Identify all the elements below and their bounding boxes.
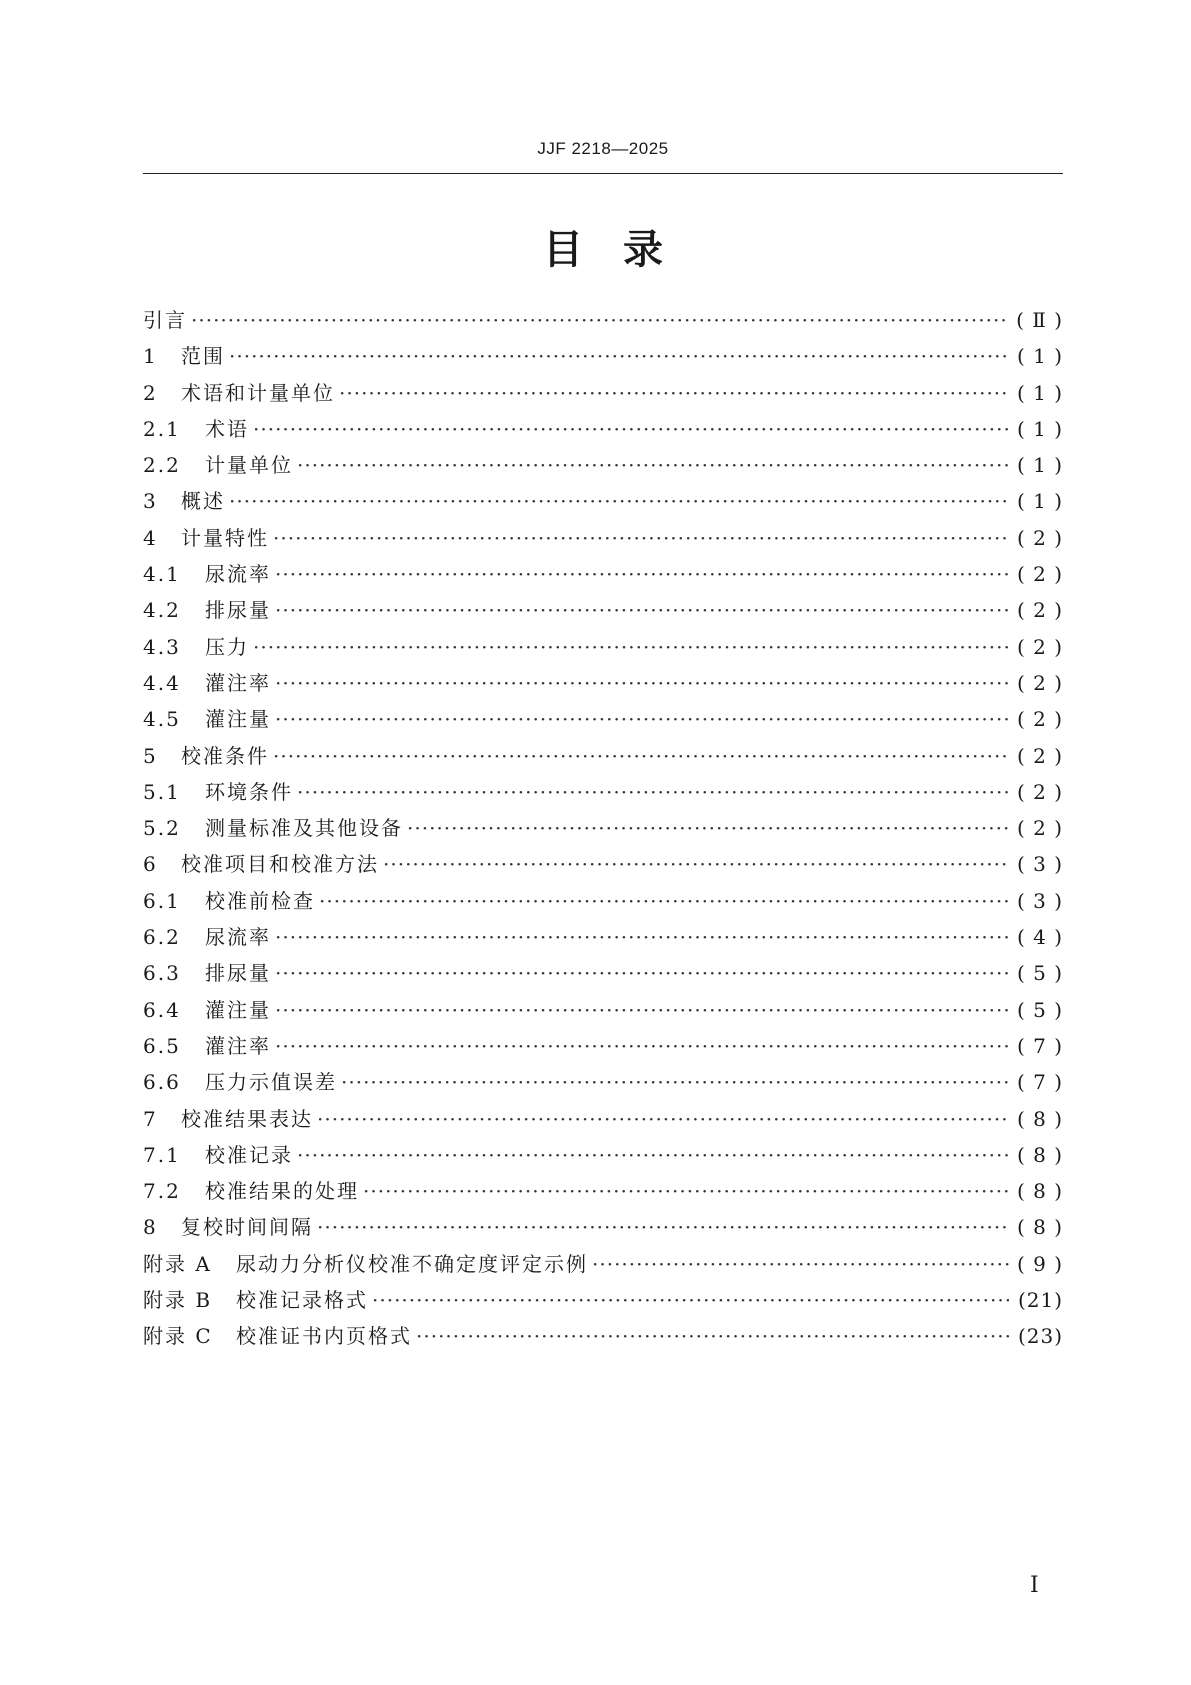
toc-entry-page: ( 1 ) (1016, 380, 1063, 405)
toc-entry-number: 3 (143, 489, 158, 514)
toc-entry[interactable] (143, 302, 1063, 338)
toc-dot-leader (341, 1064, 1009, 1100)
toc-entry-number: 7.1 (143, 1142, 181, 1167)
toc-entry-title: 校准结果的处理 (205, 1179, 359, 1204)
toc-entry[interactable] (143, 919, 1063, 955)
toc-entry-title: 校准项目和校准方法 (181, 852, 379, 877)
toc-entry[interactable] (143, 665, 1063, 701)
toc-entry-page: ( 2 ) (1016, 670, 1063, 695)
toc-entry[interactable] (143, 520, 1063, 556)
toc-dot-leader (319, 883, 1009, 919)
toc-dot-leader (229, 483, 1009, 519)
toc-dot-leader (275, 665, 1009, 701)
toc-entry-number: 1 (143, 344, 158, 369)
toc-entry-number: 附录 B (143, 1288, 213, 1313)
toc-entry-title: 校准结果表达 (181, 1106, 313, 1131)
toc-entry-number: 附录 A (143, 1251, 212, 1276)
toc-entry-number: 5.1 (143, 779, 181, 804)
toc-entry-page: ( 2 ) (1016, 779, 1063, 804)
toc-entry-title: 排尿量 (205, 961, 271, 986)
toc-dot-leader (275, 919, 1009, 955)
toc-entry-title: 术语和计量单位 (181, 380, 335, 405)
toc-entry-title: 灌注率 (205, 670, 271, 695)
toc-dot-leader (275, 556, 1009, 592)
toc-entry-title: 校准记录格式 (236, 1288, 368, 1313)
toc-entry-title: 测量标准及其他设备 (205, 816, 403, 841)
page-title: 目 录 (543, 227, 663, 273)
toc-entry-page: ( 1 ) (1016, 489, 1063, 514)
toc-entry[interactable] (143, 556, 1063, 592)
toc-entry-page: ( 7 ) (1016, 1033, 1063, 1058)
toc-entry-number: 6.5 (143, 1033, 181, 1058)
toc-entry-title: 校准前检查 (205, 888, 315, 913)
toc-entry-title: 压力示值误差 (205, 1070, 337, 1095)
toc-dot-leader (253, 411, 1009, 447)
toc-dot-leader (317, 1101, 1009, 1137)
toc-entry[interactable] (143, 1064, 1063, 1100)
toc-entry[interactable] (143, 701, 1063, 737)
toc-entry-title: 复校时间间隔 (181, 1215, 313, 1240)
toc-entry-title: 范围 (181, 344, 225, 369)
toc-entry-number: 6.1 (143, 888, 181, 913)
toc-entry-number: 5 (143, 743, 158, 768)
toc-entry-number: 6.6 (143, 1070, 181, 1095)
toc-entry[interactable] (143, 1246, 1063, 1282)
toc-entry[interactable] (143, 955, 1063, 991)
toc-entry[interactable] (143, 592, 1063, 628)
toc-entry[interactable] (143, 810, 1063, 846)
toc-entry-number: 4.4 (143, 670, 181, 695)
toc-entry[interactable] (143, 483, 1063, 519)
toc-dot-leader (275, 701, 1009, 737)
toc-dot-leader (253, 629, 1009, 665)
toc-dot-leader (273, 738, 1009, 774)
toc-dot-leader (275, 1028, 1009, 1064)
toc-entry-number: 4.5 (143, 707, 181, 732)
toc-entry-number: 4.3 (143, 634, 181, 659)
toc-entry[interactable] (143, 447, 1063, 483)
toc-entry-title: 计量单位 (205, 453, 293, 478)
toc-entry-page: ( 3 ) (1016, 888, 1063, 913)
toc-entry-page: ( 2 ) (1016, 816, 1063, 841)
toc-entry-number: 6.4 (143, 997, 181, 1022)
toc-entry-title: 校准条件 (181, 743, 269, 768)
toc-dot-leader (372, 1282, 1009, 1318)
toc-entry[interactable] (143, 411, 1063, 447)
toc-entry-page: ( 9 ) (1016, 1251, 1063, 1276)
toc-entry-page: ( Ⅱ ) (1016, 308, 1063, 332)
toc-entry[interactable] (143, 338, 1063, 374)
toc-entry-number: 6 (143, 852, 158, 877)
toc-entry[interactable] (143, 774, 1063, 810)
toc-dot-leader (229, 338, 1009, 374)
toc-entry-number: 2.1 (143, 416, 181, 441)
toc-entry-title: 术语 (205, 416, 249, 441)
toc-entry-page: ( 8 ) (1016, 1179, 1063, 1204)
toc-entry-page: ( 2 ) (1016, 562, 1063, 587)
toc-entry-number: 2 (143, 380, 158, 405)
toc-entry-number: 4.2 (143, 598, 181, 623)
toc-entry-page: ( 1 ) (1016, 453, 1063, 478)
toc-entry-page: ( 8 ) (1016, 1215, 1063, 1240)
toc-entry[interactable] (143, 846, 1063, 882)
toc-entry-title: 尿流率 (205, 925, 271, 950)
toc-entry-title: 概述 (181, 489, 225, 514)
toc-entry-title: 校准证书内页格式 (236, 1324, 412, 1349)
toc-entry-number: 5.2 (143, 816, 181, 841)
toc-entry-title: 计量特性 (181, 525, 269, 550)
toc-dot-leader (407, 810, 1009, 846)
toc-dot-leader (383, 846, 1009, 882)
toc-dot-leader (273, 520, 1009, 556)
toc-entry-title: 排尿量 (205, 598, 271, 623)
toc-entry-page: (23) (1017, 1324, 1063, 1349)
toc-dot-leader (317, 1209, 1009, 1245)
toc-entry[interactable] (143, 629, 1063, 665)
toc-entry-page: ( 4 ) (1016, 925, 1063, 950)
toc-entry-title: 环境条件 (205, 779, 293, 804)
toc-dot-leader (339, 375, 1009, 411)
toc-entry-number: 附录 C (143, 1324, 213, 1349)
toc-entry-title: 灌注率 (205, 1033, 271, 1058)
toc-entry-title: 尿动力分析仪校准不确定度评定示例 (236, 1251, 588, 1276)
toc-entry[interactable] (143, 1173, 1063, 1209)
toc-entry-title: 校准记录 (205, 1142, 293, 1167)
toc-entry-page: ( 1 ) (1016, 416, 1063, 441)
toc-entry[interactable] (143, 1282, 1063, 1318)
toc-entry-page: ( 5 ) (1016, 961, 1063, 986)
toc-entry-page: ( 3 ) (1016, 852, 1063, 877)
toc-dot-leader (297, 774, 1009, 810)
header-rule (143, 173, 1063, 174)
toc-entry-page: ( 8 ) (1016, 1106, 1063, 1131)
toc-entry[interactable] (143, 375, 1063, 411)
toc-entry-number: 6.2 (143, 925, 181, 950)
toc-entry-title: 压力 (205, 634, 249, 659)
toc-entry-page: ( 2 ) (1016, 707, 1063, 732)
toc-entry-title: 灌注量 (205, 707, 271, 732)
toc-dot-leader (592, 1246, 1009, 1282)
document-code: JJF 2218—2025 (537, 139, 669, 158)
toc-entry-number: 4.1 (143, 562, 181, 587)
toc-entry-number: 4 (143, 525, 158, 550)
toc-dot-leader (275, 992, 1009, 1028)
toc-entry-number: 7 (143, 1106, 158, 1131)
toc-entry-page: ( 2 ) (1016, 525, 1063, 550)
toc-entry[interactable] (143, 738, 1063, 774)
toc-entry-title: 引言 (143, 308, 187, 332)
toc-dot-leader (297, 1137, 1009, 1173)
toc-entry[interactable] (143, 883, 1063, 919)
toc-entry-page: ( 2 ) (1016, 598, 1063, 623)
table-of-contents (143, 302, 1063, 1355)
toc-entry-number: 7.2 (143, 1179, 181, 1204)
toc-dot-leader (297, 447, 1009, 483)
toc-entry-page: ( 8 ) (1016, 1142, 1063, 1167)
toc-dot-leader (275, 592, 1009, 628)
toc-dot-leader (416, 1318, 1009, 1354)
toc-entry-number: 2.2 (143, 453, 181, 478)
toc-entry-number: 8 (143, 1215, 158, 1240)
toc-entry[interactable] (143, 1028, 1063, 1064)
toc-entry[interactable] (143, 1137, 1063, 1173)
toc-entry-title: 尿流率 (205, 562, 271, 587)
toc-entry-page: (21) (1017, 1288, 1063, 1313)
toc-entry-page: ( 2 ) (1016, 743, 1063, 768)
toc-entry-page: ( 1 ) (1016, 344, 1063, 369)
toc-dot-leader (191, 302, 1009, 338)
toc-entry-title: 灌注量 (205, 997, 271, 1022)
toc-entry[interactable] (143, 1318, 1063, 1354)
toc-entry-page: ( 5 ) (1016, 997, 1063, 1022)
toc-entry[interactable] (143, 1101, 1063, 1137)
page-number: Ⅰ (1030, 1573, 1039, 1598)
toc-entry-page: ( 7 ) (1016, 1070, 1063, 1095)
toc-dot-leader (363, 1173, 1009, 1209)
toc-entry[interactable] (143, 1209, 1063, 1245)
toc-entry[interactable] (143, 992, 1063, 1028)
toc-dot-leader (275, 955, 1009, 991)
toc-entry-page: ( 2 ) (1016, 634, 1063, 659)
toc-entry-number: 6.3 (143, 961, 181, 986)
